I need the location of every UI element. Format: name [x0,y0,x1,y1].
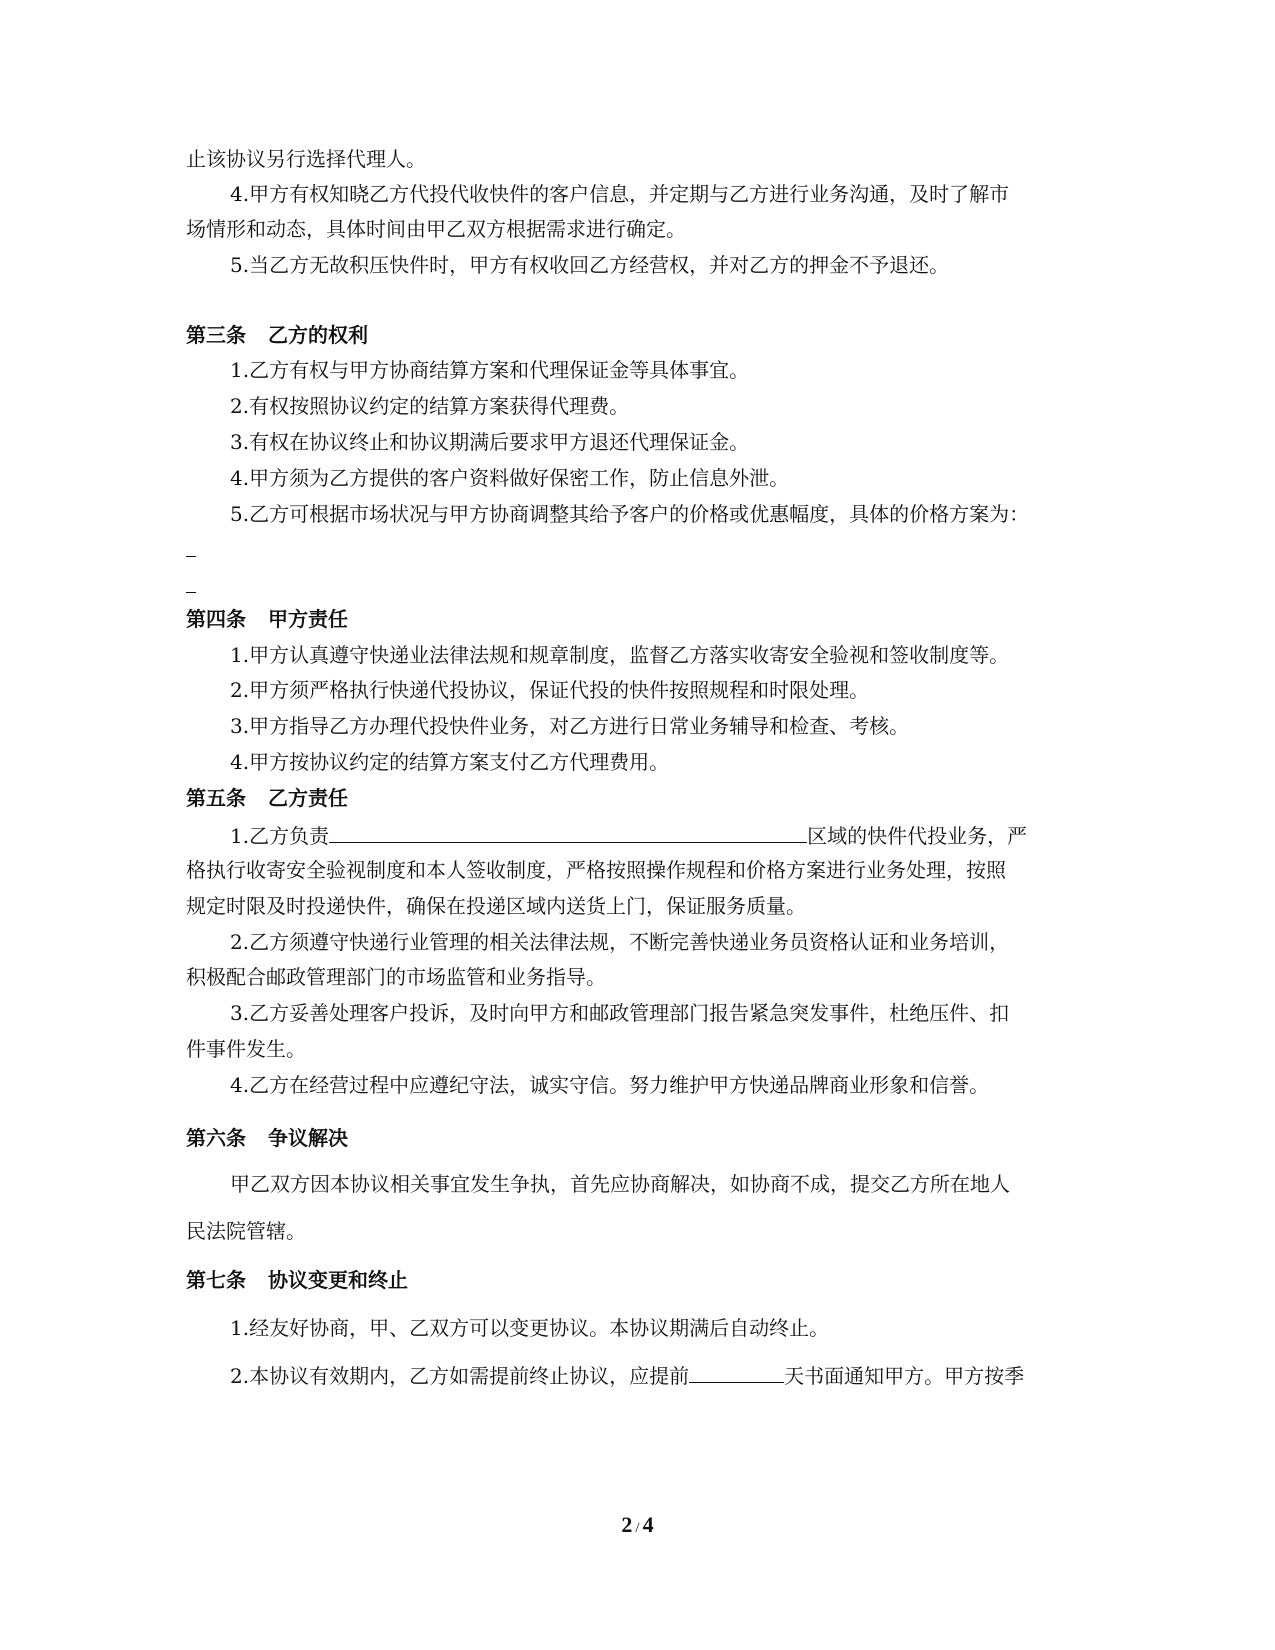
list-item: 4.乙方在经营过程中应遵纪守法，诚实守信。努力维护甲方快递品牌商业形象和信誉。 [230,1073,990,1097]
item-text: 天书面通知甲方。甲方按季 [784,1364,1025,1388]
paragraph-line: 格执行收寄安全验视制度和本人签收制度，严格按照操作规程和价格方案进行业务处理，按照 [186,858,1006,882]
list-item: 1.甲方认真遵守快递业法律法规和规章制度，监督乙方落实收寄安全验视和签收制度等。 [230,643,1010,667]
section-heading-4 [186,605,348,633]
list-item: 2.有权按照协议约定的结算方案获得代理费。 [230,394,630,418]
fill-in-blank[interactable] [329,820,807,843]
list-item: 3.有权在协议终止和协议期满后要求甲方退还代理保证金。 [230,430,750,454]
section-number: 第四条 [186,607,246,631]
current-page-number: 2 [621,1512,633,1537]
list-item [230,1360,1024,1390]
paragraph-line: 民法院管辖。 [186,1219,306,1243]
paragraph-line: 积极配合邮政管理部门的市场监管和业务指导。 [186,965,606,989]
list-item: 2.乙方须遵守快递行业管理的相关法律法规，不断完善快递业务员资格认证和业务培训， [230,930,1010,954]
list-item: 1.经友好协商，甲、乙双方可以变更协议。本协议期满后自动终止。 [230,1316,830,1340]
page-separator: / [635,1520,640,1536]
paragraph-line: 件事件发生。 [186,1037,306,1061]
blank-line-marker [186,592,196,593]
list-item [230,820,1027,850]
total-pages: 4 [642,1512,654,1537]
section-number: 第七条 [186,1268,246,1292]
section-number: 第五条 [186,786,246,810]
section-heading-6 [186,1124,348,1152]
page-number-footer [0,1512,1275,1538]
paragraph-line: 5.当乙方无故积压快件时，甲方有权收回乙方经营权，并对乙方的押金不予退还。 [230,253,950,277]
list-item: 3.甲方指导乙方办理代投快件业务，对乙方进行日常业务辅导和检查、考核。 [230,714,910,738]
section-number: 第三条 [186,323,246,347]
item-text: 2.本协议有效期内，乙方如需提前终止协议，应提前 [230,1364,690,1388]
list-item: 3.乙方妥善处理客户投诉，及时向甲方和邮政管理部门报告紧急突发事件，杜绝压件、扣 [230,1001,1010,1025]
section-title: 甲方责任 [268,607,348,631]
list-item: 5.乙方可根据市场状况与甲方协商调整其给予客户的价格或优惠幅度，具体的价格方案为： [230,502,1030,526]
paragraph-line: 4.甲方有权知晓乙方代投代收快件的客户信息，并定期与乙方进行业务沟通，及时了解市 [230,182,1010,206]
list-item: 4.甲方按协议约定的结算方案支付乙方代理费用。 [230,750,670,774]
section-number: 第六条 [186,1126,246,1150]
section-title: 乙方的权利 [268,323,368,347]
paragraph-line: 场情形和动态，具体时间由甲乙双方根据需求进行确定。 [186,217,686,241]
blank-line-marker [186,556,196,557]
list-item: 2.甲方须严格执行快递代投协议，保证代投的快件按照规程和时限处理。 [230,678,870,702]
section-heading-7 [186,1266,408,1294]
section-title: 争议解决 [268,1126,348,1150]
section-heading-5 [186,784,348,812]
fill-in-blank[interactable] [689,1360,784,1383]
item-text: 区域的快件代投业务，严 [807,824,1028,848]
paragraph-line: 甲乙双方因本协议相关事宜发生争执，首先应协商解决，如协商不成，提交乙方所在地人 [230,1172,1010,1196]
section-heading-3 [186,321,368,349]
list-item: 4.甲方须为乙方提供的客户资料做好保密工作，防止信息外泄。 [230,466,790,490]
section-title: 乙方责任 [268,786,348,810]
item-text: 1.乙方负责 [230,824,330,848]
section-title: 协议变更和终止 [268,1268,408,1292]
paragraph-line: 止该协议另行选择代理人。 [186,147,426,171]
paragraph-line: 规定时限及时投递快件，确保在投递区域内送货上门，保证服务质量。 [186,894,806,918]
list-item: 1.乙方有权与甲方协商结算方案和代理保证金等具体事宜。 [230,358,750,382]
